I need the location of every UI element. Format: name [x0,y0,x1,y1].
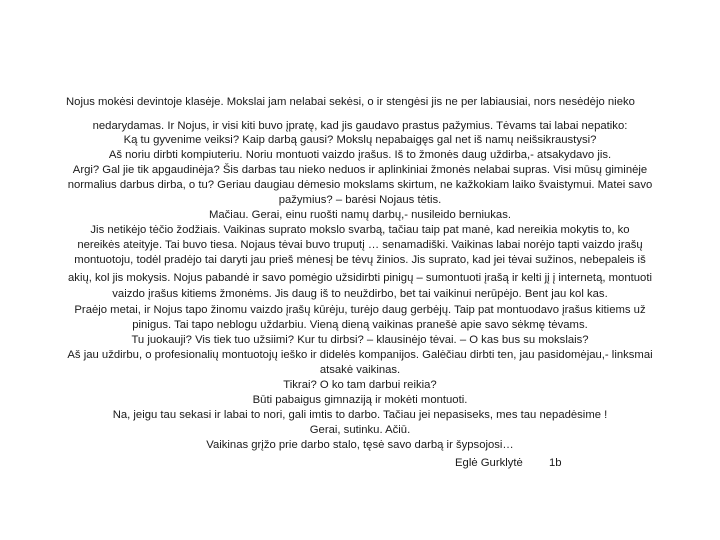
text-line: pažymius? – barėsi Nojaus tėtis. [278,194,442,206]
text-line: Mačiau. Gerai, einu ruošti namų darbų,- nusileido berniukas. [208,209,512,221]
text-line: Jis netikėjo tėčio žodžiais. Vaikinas suprato mokslo svarbą, tačiau taip pat manė, kad nereikia mokytis to, ko [90,224,630,236]
author-name: Eglė Gurklytė [455,457,523,469]
text-line: vaizdo įrašus kitiems žmonėms. Jis daug iš to neuždirbo, bet tai vaikinui nerūpėjo. Bent jau kol kas. [112,288,608,300]
text-line: Ką tu gyvenime veiksi? Kaip darbą gausi? Mokslų nepabaigęs gal net iš namų neišsikraustysi? [123,134,597,146]
text-line: Praėjo metai, ir Nojus tapo žinomu vaizdo įrašų kūrėju, turėjo daug gerbėjų. Taip pat montuodavo įrašus kitiems už [74,304,646,316]
paragraph-line-2: nedarydamas. Ir Nojus, ir visi kiti buvo įpratę, kad jis gaudavo prastus pažymius. Tėvams tai labai nepatiko: [92,120,628,132]
text-line: Tu juokauji? Vis tiek tuo užsiimi? Kur tu dirbsi? – klausinėjo tėvai. – O kas bus su mokslais? [131,334,589,346]
text-line: Būti pabaigus gimnaziją ir mokėti montuoti. [252,394,468,406]
class-label: 1b [549,457,562,469]
text-line: Vaikinas grįžo prie darbo stalo, tęsė savo darbą ir šypsojosi… [206,439,514,451]
text-line: atsakė vaikinas. [319,364,401,376]
text-line: normalius darbus dirba, o tu? Geriau daugiau dėmesio mokslams skirtum, ne kažkokiam laiko švaistymui. Matei savo [67,179,653,191]
text-line: akių, kol jis mokysis. Nojus pabandė ir savo pomėgio užsidirbti pinigų – sumontuoti įrašą ir kelti jį į internetą, montuoti [68,272,652,284]
paragraph-line-1: Nojus mokėsi devintoje klasėje. Mokslai jam nelabai sekėsi, o ir stengėsi jis ne per labiausiai, nors nesėdėjo nieko [66,96,635,108]
text-line: Gerai, sutinku. Ačiū. [309,424,411,436]
text-line: Argi? Gal jie tik apgaudinėja? Šis darbas tau nieko neduos ir aplinkiniai žmonės nelabai supras. Visi mūsų giminėje [72,164,648,176]
text-line: pinigus. Tai tapo neblogu uždarbiu. Vieną dieną vaikinas pranešė apie savo sėkmę tėvams. [132,319,588,331]
text-line: Aš jau uždirbu, o profesionalių montuotojų ieško ir didelės kompanijos. Galėčiau dirbti ten, jau pasidomėjau,- linksmai [67,349,653,361]
text-line: montuotoju, todėl pradėjo tai daryti jau prieš mėnesį be tėvų žinios. Jis suprato, kad jei tėvai sužinos, nebepaleis iš [74,254,646,266]
text-line: Aš noriu dirbti kompiuteriu. Noriu montuoti vaizdo įrašus. Iš to žmonės daug uždirba,- atsakydavo jis. [108,149,612,161]
text-line: Tikrai? O ko tam darbui reikia? [283,379,437,391]
text-line: Na, jeigu tau sekasi ir labai to nori, gali imtis to darbo. Tačiau jei nepasiseks, mes tau nepadėsime ! [112,409,608,421]
text-line: nereikės ateityje. Tai buvo tiesa. Nojaus tėvai buvo truputį … senamadiški. Vaikinas labai norėjo tapti vaizdo įrašų [77,239,643,251]
